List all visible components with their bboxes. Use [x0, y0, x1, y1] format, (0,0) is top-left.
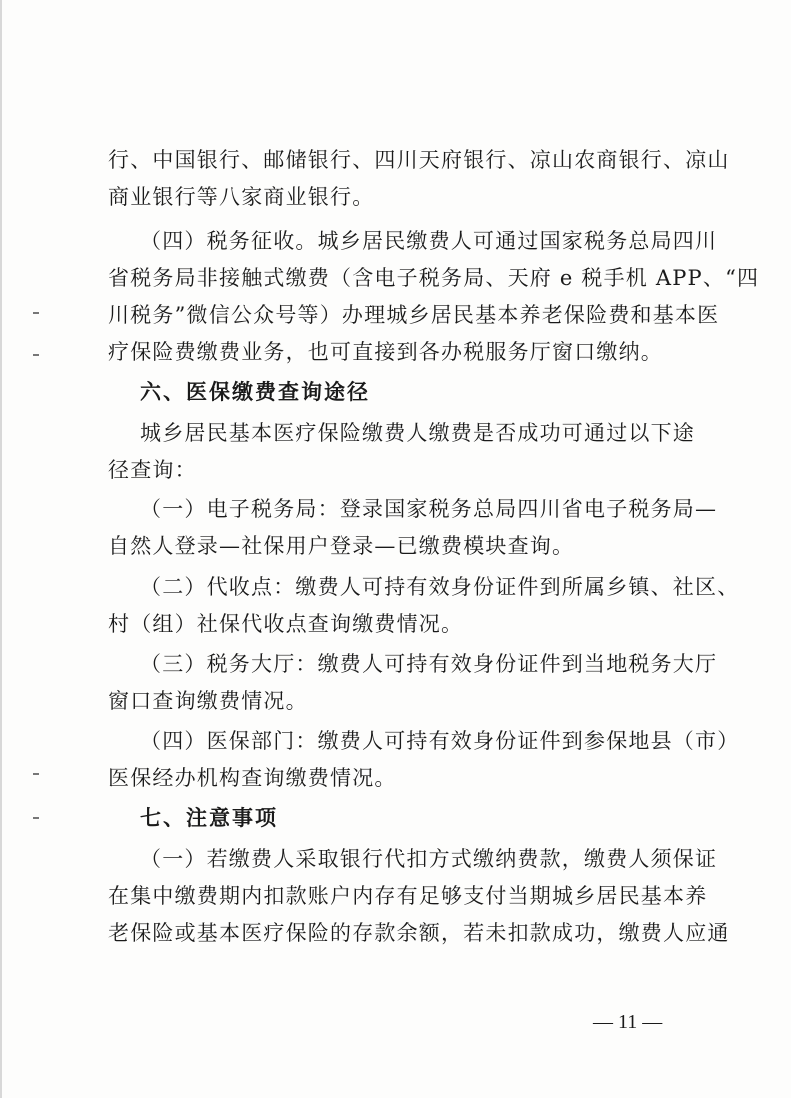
body-line: 城乡居民基本医疗保险缴费人缴费是否成功可通过以下途	[140, 421, 695, 445]
body-line: 川税务”微信公众号等）办理城乡居民基本养老保险费和基本医	[108, 303, 720, 327]
margin-mark	[33, 312, 39, 314]
section-heading: 六、医保缴费查询途径	[140, 380, 370, 404]
margin-mark	[33, 354, 39, 356]
body-line: 省税务局非接触式缴费（含电子税务局、天府 e 税手机 APP、“四	[108, 266, 760, 290]
body-line: 自然人登录—社保用户登录—已缴费模块查询。	[108, 534, 575, 558]
scan-edge	[0, 0, 2, 1098]
body-line: （四）税务征收。城乡居民缴费人可通过国家税务总局四川	[140, 229, 718, 253]
body-line: （一）若缴费人采取银行代扣方式缴纳费款，缴费人须保证	[140, 847, 718, 871]
page-number: — 11 —	[593, 1011, 663, 1033]
margin-mark	[33, 773, 39, 775]
body-line: 在集中缴费期内扣款账户内存有足够支付当期城乡居民基本养	[108, 884, 708, 908]
body-line: 疗保险费缴费业务，也可直接到各办税服务厅窗口缴纳。	[108, 340, 663, 364]
section-heading: 七、注意事项	[140, 806, 278, 830]
margin-mark	[33, 817, 39, 819]
body-line: 村（组）社保代收点查询缴费情况。	[108, 612, 464, 636]
body-line: 窗口查询缴费情况。	[108, 689, 308, 713]
body-line: （二）代收点：缴费人可持有效身份证件到所属乡镇、社区、	[140, 575, 740, 599]
body-line: 行、中国银行、邮储银行、四川天府银行、凉山农商银行、凉山	[108, 148, 730, 172]
body-line: （三）税务大厅：缴费人可持有效身份证件到当地税务大厅	[140, 652, 718, 676]
body-line: （一）电子税务局：登录国家税务总局四川省电子税务局—	[140, 497, 718, 521]
body-line: 商业银行等八家商业银行。	[108, 185, 375, 209]
body-line: 径查询：	[108, 458, 197, 482]
body-line: （四）医保部门：缴费人可持有效身份证件到参保地县（市）	[140, 729, 740, 753]
body-line: 医保经办机构查询缴费情况。	[108, 766, 397, 790]
body-line: 老保险或基本医疗保险的存款余额，若未扣款成功，缴费人应通	[108, 921, 730, 945]
